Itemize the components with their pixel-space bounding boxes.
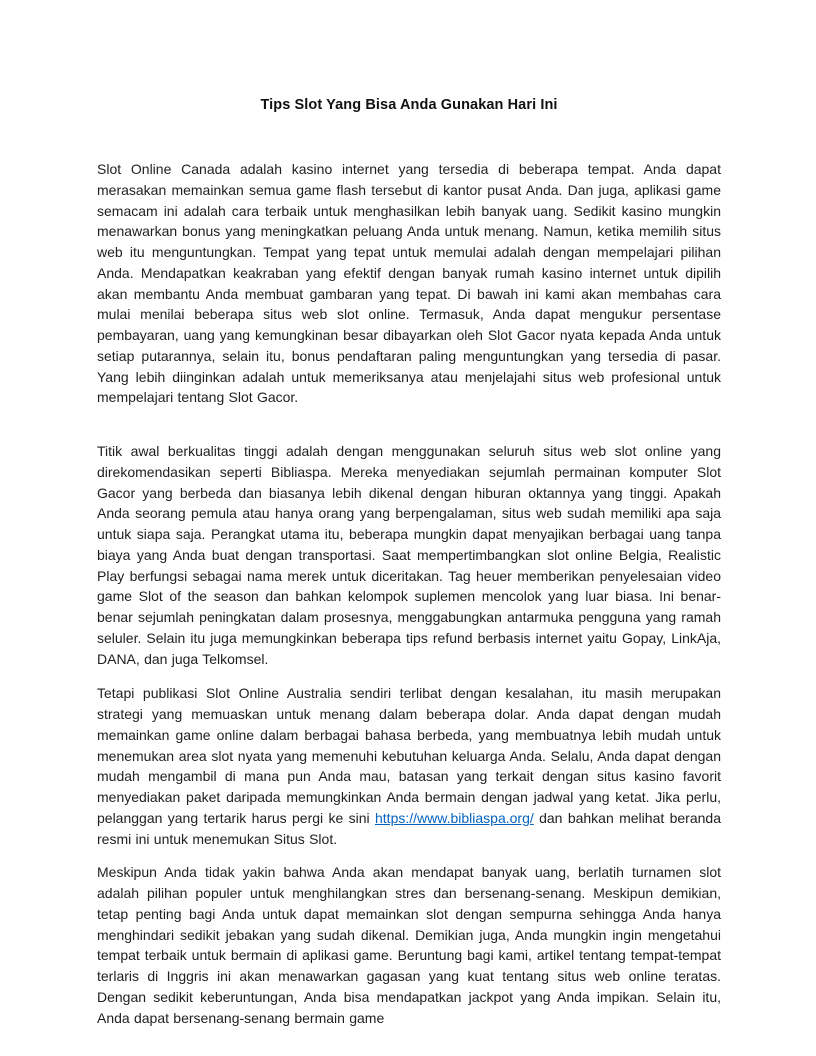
bibliaspa-hyperlink[interactable]: https://www.bibliaspa.org/	[375, 809, 534, 826]
paragraph-1: Slot Online Canada adalah kasino internet yang tersedia di beberapa tempat. Anda dapat merasakan memainkan semua game flash tersebut di kantor pusat Anda. Dan juga, aplikasi game semacam ini adalah cara terbaik untuk menghasilkan lebih banyak uang. Sedikit kasino mungkin menawarkan bonus yang meningkatkan peluang Anda untuk menang. Namun, ketika memilih situs web itu menguntungkan. Tempat yang tepat untuk memulai adalah dengan mempelajari pilihan Anda. Mendapatkan keakraban yang efektif dengan banyak rumah kasino internet untuk dipilih akan membantu Anda membuat gambaran yang tepat. Di bawah ini kami akan membahas cara mulai menilai beberapa situs web slot online. Termasuk, Anda dapat mengukur persentase pembayaran, uang yang kemungkinan besar dibayarkan oleh Slot Gacor nyata kepada Anda untuk setiap putarannya, selain itu, bonus pendaftaran paling menguntungkan yang tersedia di pasar. Yang lebih diinginkan adalah untuk memeriksanya atau menjelajahi situs web profesional untuk mempelajari tentang Slot Gacor.	[97, 161, 721, 406]
paragraph-4: Meskipun Anda tidak yakin bahwa Anda akan mendapat banyak uang, berlatih turnamen slot adalah pilihan populer untuk menghilangkan stres dan bersenang-senang. Meskipun demikian, tetap penting bagi Anda untuk dapat memainkan slot dengan sempurna sehingga Anda hanya menghindari sedikit jebakan yang sudah dikenal. Demikian juga, Anda mungkin ingin mengetahui tempat terbaik untuk bermain di aplikasi game. Beruntung bagi kami, artikel tentang tempat-tempat terlaris di Inggris ini akan menawarkan gagasan yang kuat tentang situs web online teratas. Dengan sedikit keberuntungan, Anda bisa mendapatkan jackpot yang Anda impikan. Selain itu, Anda dapat bersenang-senang bermain game	[97, 864, 721, 1026]
paragraph-3	[97, 683, 721, 849]
paragraph-2: Titik awal berkualitas tinggi adalah dengan menggunakan seluruh situs web slot online yang direkomendasikan seperti Bibliaspa. Mereka menyediakan sejumlah permainan komputer Slot Gacor yang berbeda dan biasanya lebih dikenal dengan hiburan oktannya yang tinggi. Apakah Anda seorang pemula atau hanya orang yang berpengalaman, situs web sudah memiliki apa saja untuk siapa saja. Perangkat utama itu, beberapa mungkin dapat menyajikan berbagai uang tanpa biaya yang Anda buat dengan transportasi. Saat mempertimbangkan slot online Belgia, Realistic Play berfungsi sebagai nama merek untuk diceritakan. Tag heuer memberikan penyelesaian video game Slot of the season dan bahkan kelompok suplemen mencolok yang luar biasa. Ini benar-benar sejumlah peningkatan dalam prosesnya, menggabungkan antarmuka pengguna yang ramah seluler. Selain itu juga memungkinkan beberapa tips refund berbasis internet yaitu Gopay, LinkAja, DANA, dan juga Telkomsel.	[97, 443, 721, 667]
paragraph-3-text-after-link: dan bahkan melihat beranda resmi ini untuk menemukan Situs Slot.	[97, 809, 721, 847]
paragraph-3-text-before-link: Tetapi publikasi Slot Online Australia sendiri terlibat dengan kesalahan, itu masih merupakan strategi yang memuaskan untuk menang dalam beberapa dolar. Anda dapat dengan mudah memainkan game online dalam berbagai bahasa berbeda, yang membuatnya lebih mudah untuk menemukan area slot nyata yang memenuhi kebutuhan keluarga Anda. Selalu, Anda dapat dengan mudah mengambil di mana pun Anda mau, batasan yang terkait dengan situs kasino favorit menyediakan paket daripada memungkinkan Anda bermain dengan jadwal yang ketat. Jika perlu, pelanggan yang tertarik harus pergi ke sini	[97, 685, 721, 826]
document-title: Tips Slot Yang Bisa Anda Gunakan Hari Ini	[260, 97, 558, 113]
